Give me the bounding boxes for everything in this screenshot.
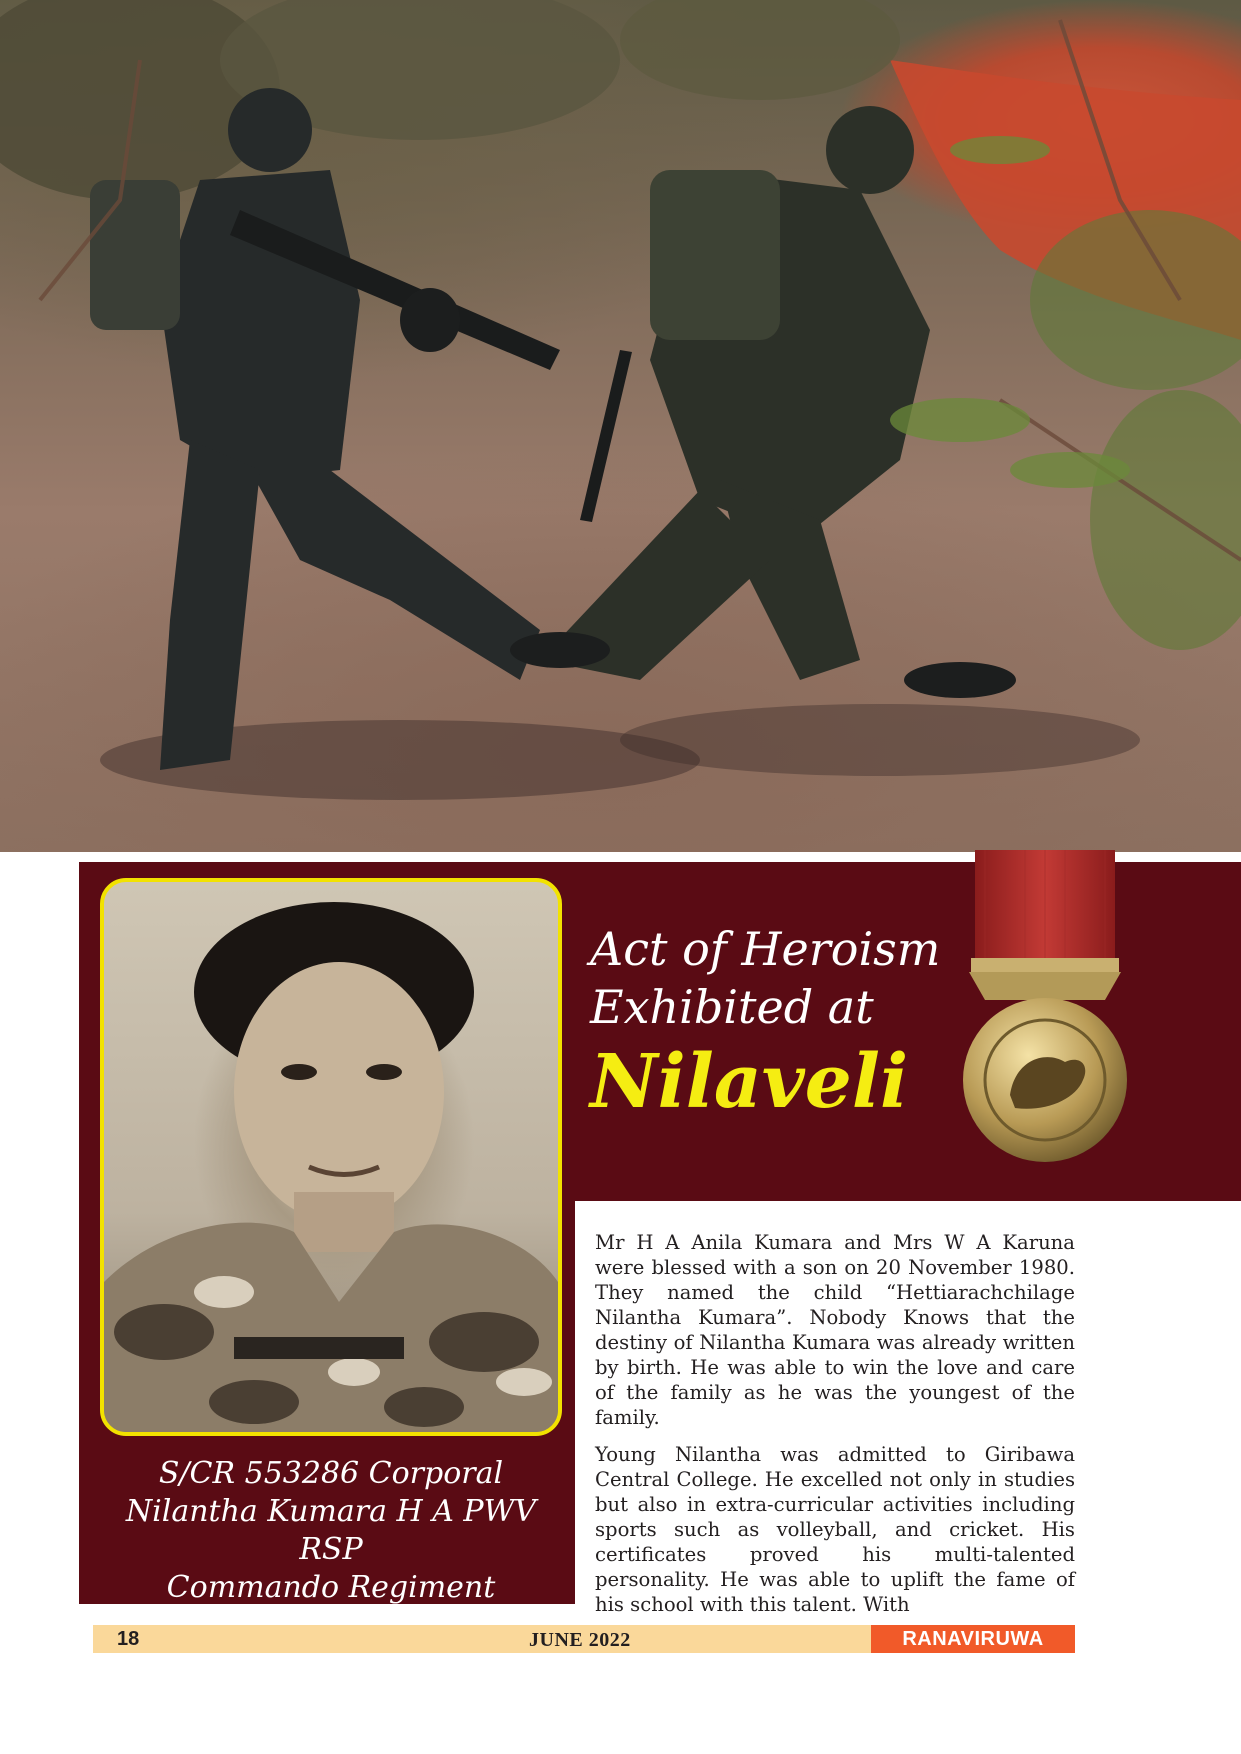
hero-photo: [0, 0, 1241, 852]
paragraph: Young Nilantha was admitted to Giribawa Central College. He excelled not only in studies but also in extra-curricular activities including sports such as volleyball, and cricket. His certificates proved his multi-talented personality. He was able to uplift the fame of his school with this talent. With: [595, 1443, 1075, 1616]
caption-line-3: Commando Regiment: [166, 1570, 496, 1605]
portrait-illustration: [104, 882, 558, 1432]
article-title: [590, 920, 950, 1130]
title-line-1: Act of Heroism: [590, 922, 941, 976]
caption-line-2: Nilantha Kumara H A PWV RSP: [125, 1494, 537, 1567]
medal-icon: [955, 850, 1135, 1170]
paragraph: Mr H A Anila Kumara and Mrs W A Karuna were blessed with a son on 20 November 1980. They named the child “Hettiarachchilage Nilantha Kumara”. Nobody Knows that the destiny of Nilantha Kumara was already written by birth. He was able to win the love and care of the family as he was the youngest of the family.: [595, 1231, 1075, 1429]
issue-date: JUNE 2022: [529, 1629, 631, 1651]
article-body: [595, 1230, 1075, 1629]
title-line-2: Exhibited at: [590, 980, 874, 1034]
caption-line-1: S/CR 553286 Corporal: [158, 1456, 504, 1491]
magazine-name: RANAVIRUWA: [871, 1625, 1075, 1653]
title-place: Nilaveli: [590, 1039, 909, 1125]
portrait-photo: [100, 878, 562, 1436]
portrait-caption: [100, 1455, 562, 1607]
page-number: 18: [117, 1628, 140, 1650]
soldiers-photo-illustration: [0, 0, 1241, 852]
page-footer: [93, 1625, 1075, 1653]
